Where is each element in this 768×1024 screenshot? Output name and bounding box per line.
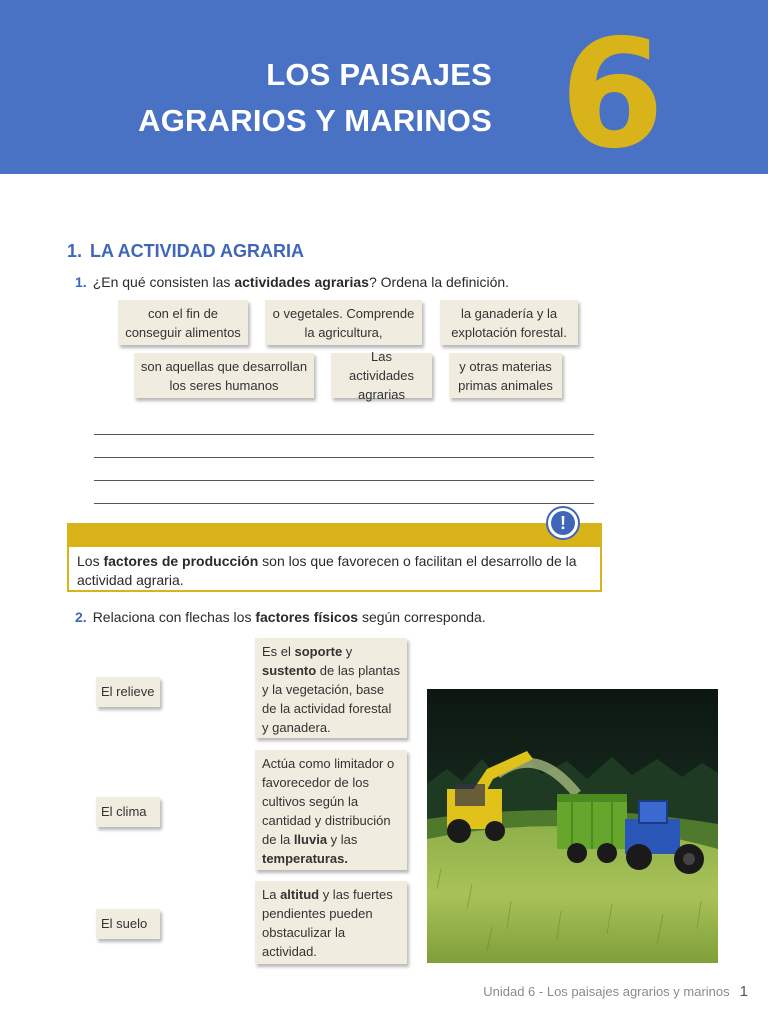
- factor-description[interactable]: Es el soporte y sustento de las plantas y la vegetación, base de la actividad forestal y ganadera.: [255, 638, 407, 738]
- definition-card[interactable]: son aquellas que desarrollan los seres humanos: [134, 353, 314, 398]
- chapter-title: LOS PAISAJES AGRARIOS Y MARINOS: [138, 57, 492, 138]
- answer-line[interactable]: [94, 503, 594, 504]
- factor-label-suelo[interactable]: El suelo: [96, 909, 160, 939]
- factor-description[interactable]: Actúa como limitador o favorecedor de los cultivos según la cantidad y distribución de la lluvia y las temperaturas.: [255, 750, 407, 870]
- tractor-harvest-photo: [427, 689, 718, 963]
- factor-label-relieve[interactable]: El relieve: [96, 677, 160, 707]
- chapter-header: [0, 0, 768, 182]
- factor-description[interactable]: La altitud y las fuertes pendientes pueden obstaculizar la actividad.: [255, 881, 407, 964]
- definition-card[interactable]: la ganadería y la explotación forestal.: [440, 300, 578, 345]
- info-note: [67, 523, 602, 593]
- definition-card[interactable]: Las actividades agrarias: [331, 353, 432, 398]
- page-footer: Unidad 6 - Los paisajes agrarios y marinos 1: [483, 983, 748, 1000]
- question-2: 2. Relaciona con flechas los factores físicos según corresponda.: [75, 609, 486, 625]
- page-number: 1: [739, 983, 748, 1000]
- note-text: Los factores de producción son los que favorecen o facilitan el desarrollo de la actividad agraria.: [67, 545, 602, 592]
- answer-line[interactable]: [94, 480, 594, 481]
- question-1: 1. ¿En qué consisten las actividades agrarias? Ordena la definición.: [75, 274, 510, 290]
- answer-line[interactable]: [94, 457, 594, 458]
- note-bar: [67, 523, 602, 547]
- definition-card[interactable]: o vegetales. Comprende la agricultura,: [265, 300, 422, 345]
- exclamation-icon: !: [546, 506, 580, 540]
- section-title: 1. LA ACTIVIDAD AGRARIA: [67, 241, 305, 261]
- photo-illustration: [427, 689, 718, 963]
- answer-line[interactable]: [94, 434, 594, 435]
- factor-label-clima[interactable]: El clima: [96, 797, 160, 827]
- unit-number: 6: [560, 8, 665, 182]
- definition-card[interactable]: y otras materias primas animales: [449, 353, 562, 398]
- definition-card[interactable]: con el fin de conseguir alimentos: [118, 300, 248, 345]
